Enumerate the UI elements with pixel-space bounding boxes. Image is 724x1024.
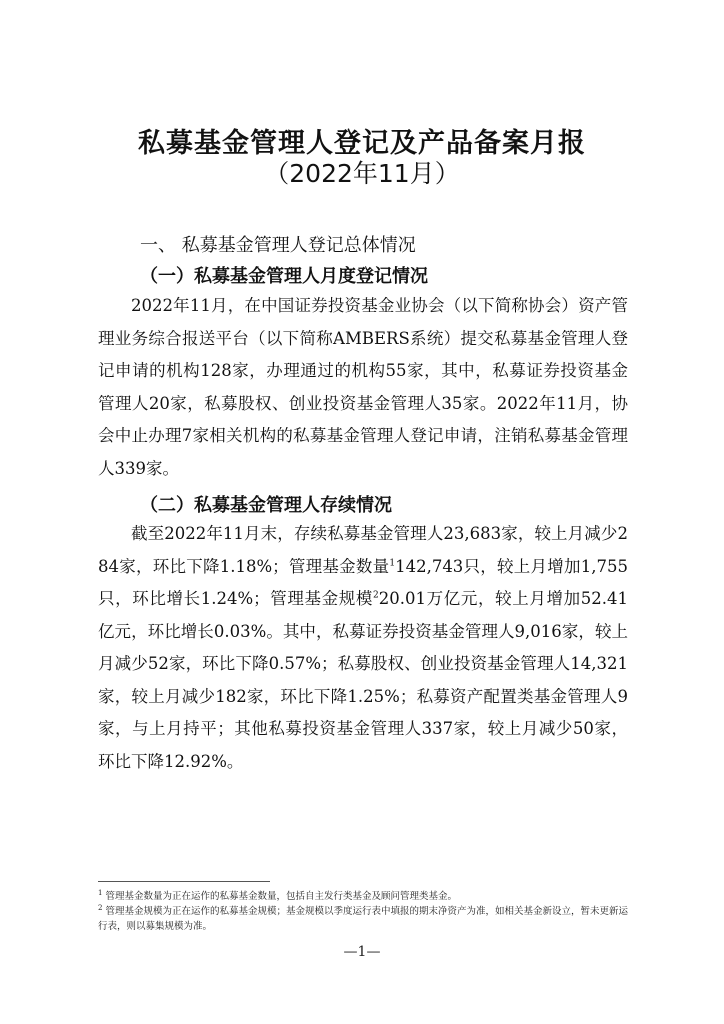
document-title: 私募基金管理人登记及产品备案月报 [138,128,586,159]
footnote-divider [98,881,270,882]
footnote-1 [98,889,628,904]
paragraph-monthly-registration: 2022年11月，在中国证券投资基金业协会（以下简称协会）资产管理业务综合报送平台（以下简称AMBERS系统）提交私募基金管理人登记申请的机构128家，办理通过的机构55家，其中，私募证券投资基金管理人20家，私募股权、创业投资基金管理人35家。2022年11月，协会中止办理7家相关机构的私募基金管理人登记申请，注销私募基金管理人339家。 [98,296,628,478]
subsection-heading-existing-managers: （二）私募基金管理人存续情况 [140,495,392,516]
footnote-ref[interactable]: 1 [389,558,396,568]
document-subtitle: （2022年11月） [264,159,460,188]
footnote-text: 管理基金数量为正在运作的私募基金数量，包括自主发行类基金及顾问管理类基金。 [105,891,458,902]
footnote-number: 1 [98,888,103,897]
paragraph-text: 20.01万亿元，较上月增加52.41亿元，环比增长0.03%。其中，私募证券投资基金管理人9,016家，较上月减少52家，环比下降0.57%；私募股权、创业投资基金管理人14,321家，较上月减少182家，环比下降1.25%；私募资产配置类基金管理人9家，与上月持平；其他私募投资基金管理人337家，较上月减少50家，环比下降12.92%。 [98,589,628,771]
footnote-ref[interactable]: 2 [373,590,379,601]
footnote-2 [98,904,628,934]
paragraph-text: 截至2022年11月末，存续私募基金管理人23,683家，较上月减少284家，环比下降1.18%；管理基金数量 [98,524,628,576]
subsection-heading-monthly-registration: （一）私募基金管理人月度登记情况 [140,266,428,287]
footnote-number: 2 [98,903,103,912]
footnotes [98,889,628,934]
footnote-text: 管理基金规模为正在运作的私募基金规模；基金规模以季度运行表中填报的期末净资产为准，如相关基金新设立，暂未更新运行表，则以募集规模为准。 [98,906,629,932]
page-number: —1— [343,944,381,960]
paragraph-existing-managers [98,518,628,778]
section-heading: 一、 私募基金管理人登记总体情况 [140,235,416,256]
paragraph-text: 142,743只，较上月增加1,755只，环比增长1.24%；管理基金规模 [98,556,629,608]
